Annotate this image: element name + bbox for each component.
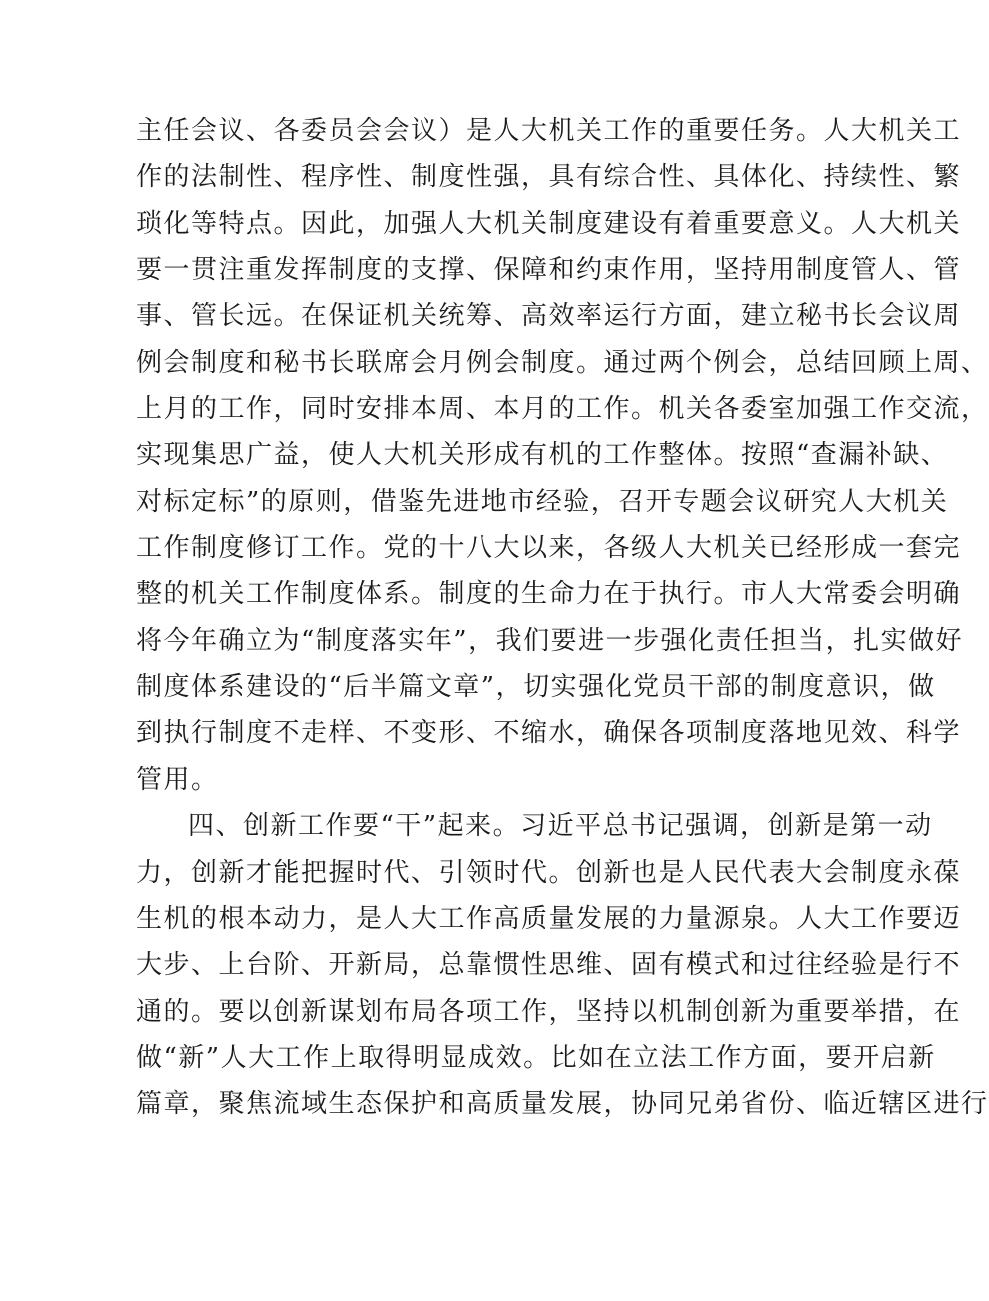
text-line: 作的法制性、程序性、制度性强，具有综合性、具体化、持续性、繁 xyxy=(136,162,962,193)
body-text xyxy=(136,108,989,1128)
text-line: 主任会议、各委员会会议）是人大机关工作的重要任务。人大机关工 xyxy=(136,116,962,146)
text-line: 力，创新才能把握时代、引领时代。创新也是人民代表大会制度永葆 xyxy=(136,857,962,888)
text-line: 做“新”人大工作上取得明显成效。比如在立法工作方面，要开启新 xyxy=(136,1042,936,1073)
text-line: 制度体系建设的“后半篇文章”，切实强化党员干部的制度意识，做 xyxy=(136,672,936,703)
text-line: 通的。要以创新谋划布局各项工作，坚持以机制创新为重要举措，在 xyxy=(136,996,962,1027)
text-line: 实现集思广益，使人大机关形成有机的工作整体。按照“查漏补缺、 xyxy=(136,440,949,471)
text-line: 生机的根本动力，是人大工作高质量发展的力量源泉。人大工作要迈 xyxy=(136,903,962,934)
text-line: 要一贯注重发挥制度的支撑、保障和约束作用，坚持用制度管人、管 xyxy=(136,255,962,286)
text-line: 对标定标”的原则，借鉴先进地市经验，召开专题会议研究人大机关 xyxy=(136,486,949,517)
text-line: 整的机关工作制度体系。制度的生命力在于执行。市人大常委会明确 xyxy=(136,579,962,610)
text-line: 例会制度和秘书长联席会月例会制度。通过两个例会，总结回顾上周、 xyxy=(136,347,989,378)
text-line: 上月的工作，同时安排本周、本月的工作。机关各委室加强工作交流， xyxy=(136,394,989,425)
text-line: 篇章，聚焦流域生态保护和高质量发展，协同兄弟省份、临近辖区进行 xyxy=(136,1089,989,1120)
text-line: 工作制度修订工作。党的十八大以来，各级人大机关已经形成一套完 xyxy=(136,533,962,564)
text-line: 大步、上台阶、开新局，总靠惯性思维、固有模式和过往经验是行不 xyxy=(136,950,962,981)
text-line: 将今年确立为“制度落实年”，我们要进一步强化责任担当，扎实做好 xyxy=(136,625,964,656)
text-line: 到执行制度不走样、不变形、不缩水，确保各项制度落地见效、科学 xyxy=(136,718,962,749)
text-line: 琐化等特点。因此，加强人大机关制度建设有着重要意义。人大机关 xyxy=(136,208,962,239)
text-line: 事、管长远。在保证机关统筹、高效率运行方面，建立秘书长会议周 xyxy=(136,301,962,332)
paragraph-start-line: 四、创新工作要“干”起来。习近平总书记强调，创新是第一动 xyxy=(188,811,933,842)
text-line: 管用。 xyxy=(136,764,219,795)
